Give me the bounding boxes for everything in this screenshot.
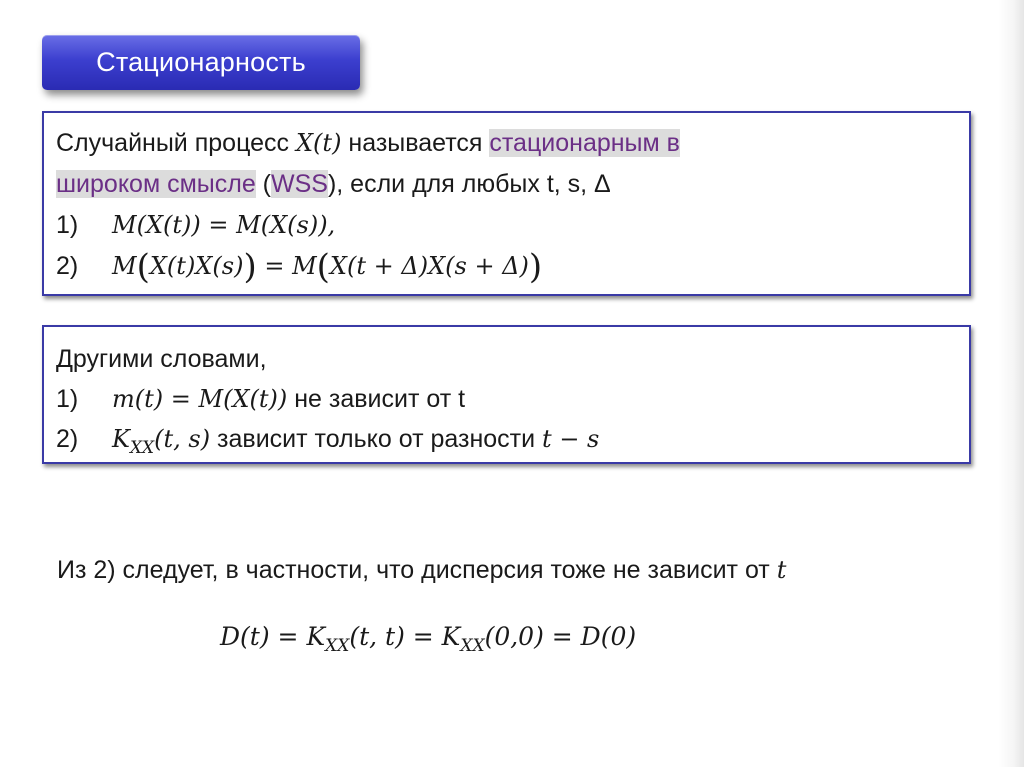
definition-text: ), если для любых t, s, Δ — [327, 170, 611, 198]
item-text: не зависит от t — [287, 385, 466, 413]
conclusion-variable: t — [776, 556, 787, 584]
formula-subscript: XX — [129, 438, 155, 458]
condition-1 — [56, 205, 957, 246]
left-paren: ( — [316, 247, 330, 287]
formula-part: M — [112, 252, 137, 280]
formula-part: D(t) = K — [220, 622, 326, 651]
explanation-heading: Другими словами, — [56, 345, 267, 373]
item-text: зависит только от разности — [210, 425, 543, 453]
highlighted-term: стационарным в — [489, 129, 680, 157]
explanation-item-1 — [56, 379, 957, 419]
item-number: 2) — [56, 425, 79, 453]
condition-formula: M(X(t)) = M(X(s)), — [112, 211, 336, 239]
definition-text: Случайный процесс — [56, 129, 296, 157]
item-formula: t − s — [542, 425, 600, 453]
condition-number: 1) — [56, 211, 79, 239]
explanation-box — [42, 325, 971, 464]
definition-box — [42, 111, 971, 296]
definition-line-2 — [56, 164, 957, 205]
formula-part: X(t + Δ)X(s + Δ) — [329, 252, 529, 280]
title-badge — [42, 35, 360, 90]
formula-part: K — [112, 425, 130, 453]
conclusion-text: Из 2) следует, в частности, что дисперсия тоже не зависит от — [57, 556, 777, 584]
formula-part: X(t)X(s) — [149, 252, 244, 280]
formula-part: (t, t) = K — [349, 622, 461, 651]
right-paren: ) — [528, 247, 543, 287]
item-formula — [112, 425, 211, 458]
slide-edge-shadow — [998, 0, 1024, 767]
conclusion-line — [57, 556, 786, 585]
item-number: 1) — [56, 385, 79, 413]
wss-abbreviation: WSS — [271, 170, 328, 198]
formula-subscript: XX — [460, 636, 485, 656]
variance-formula — [220, 622, 636, 656]
item-formula: m(t) = M(X(t)) — [112, 385, 288, 413]
condition-2 — [56, 246, 957, 288]
condition-number: 2) — [56, 252, 79, 280]
formula-part: (t, s) — [154, 425, 211, 453]
formula-part: (0,0) = D(0) — [484, 622, 637, 651]
definition-line-1 — [56, 123, 957, 164]
process-symbol: X(t) — [295, 129, 342, 157]
definition-text: называется — [341, 129, 490, 157]
right-paren: ) — [243, 247, 257, 287]
slide-title: Стационарность — [96, 47, 306, 77]
formula-subscript: XX — [325, 636, 350, 656]
left-paren: ( — [136, 247, 150, 287]
explanation-item-2 — [56, 419, 957, 468]
condition-formula — [112, 247, 543, 287]
highlighted-term: широком смысле — [56, 170, 256, 198]
formula-part: = M — [256, 252, 317, 280]
definition-text: ( — [255, 170, 272, 198]
